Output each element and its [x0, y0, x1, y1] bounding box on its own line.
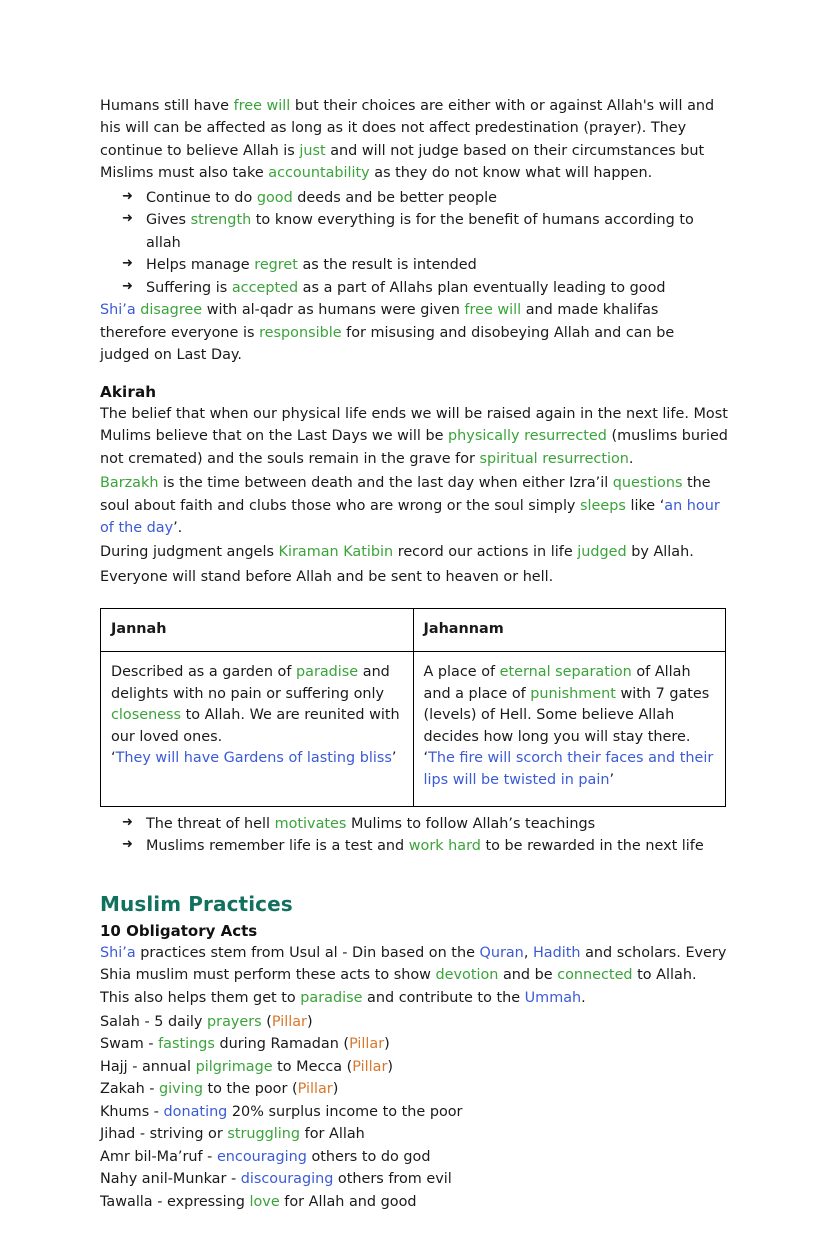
akirah-heading: Akirah	[100, 382, 157, 401]
list-item: Salah - 5 daily prayers (Pillar)	[100, 1013, 313, 1030]
list-item: ➜ Muslims remember life is a test and work hard to be rewarded in the next life	[122, 837, 704, 855]
akirah-summary-list	[100, 813, 728, 858]
list-item: Jihad - striving or struggling for Allah	[100, 1126, 365, 1143]
list-item: ➜ The threat of hell motivates Mulims to follow Allah’s teachings	[122, 814, 596, 832]
qadr-benefits-list	[100, 187, 728, 299]
list-item: Nahy anil-Munkar - discouraging others from evil	[100, 1171, 452, 1188]
akirah-paragraph-4: Everyone will stand before Allah and be sent to heaven or hell.	[100, 568, 554, 585]
arrow-bullet-icon: ➜	[122, 188, 133, 204]
arrow-bullet-icon: ➜	[122, 211, 133, 227]
list-item: Khums - donating 20% surplus income to the poor	[100, 1103, 463, 1120]
table-cell-jannah: Described as a garden of paradise and delights with no pain or suffering only closeness to Allah. We are reunited with our loved ones. ‘They will have Gardens of lasting bliss’	[101, 651, 414, 806]
list-item: Hajj - annual pilgrimage to Mecca (Pillar)	[100, 1058, 393, 1075]
list-item: Amr bil-Ma’ruf - encouraging others to do god	[100, 1148, 431, 1165]
obligatory-acts-intro: Shi’a practices stem from Usul al - Din based on the Quran, Hadith and scholars. Every Shia muslim must perform these acts to show devotion and be connected to Allah. This also helps them get to paradise and contribute to the Ummah.	[100, 944, 727, 1006]
akirah-paragraph-3: During judgment angels Kiraman Katibin record our actions in life judged by Allah.	[100, 544, 694, 561]
arrow-bullet-icon: ➜	[122, 278, 133, 294]
list-item: Zakah - giving to the poor (Pillar)	[100, 1081, 339, 1098]
table-header-jahannam: Jahannam	[413, 609, 726, 652]
table-header-row	[101, 609, 726, 652]
list-item: ➜ Gives strength to know everything is for the benefit of humans according to allah	[122, 211, 694, 251]
list-item: ➜ Suffering is accepted as a part of Allahs plan eventually leading to good	[122, 278, 666, 296]
list-item: ➜ Helps manage regret as the result is intended	[122, 256, 477, 274]
table-cell-jahannam: A place of eternal separation of Allah and a place of punishment with 7 gates (levels) of Hell. Some believe Allah decides how long you will stay there. ‘The fire will scorch their faces and their lips will be twisted in pain’	[413, 651, 726, 806]
arrow-bullet-icon: ➜	[122, 814, 133, 830]
akirah-paragraph-2: Barzakh is the time between death and the last day when either Izra’il questions the soul about faith and clubs those who are wrong or the soul simply sleeps like ‘an hour of the day’.	[100, 475, 720, 536]
arrow-bullet-icon: ➜	[122, 256, 133, 272]
akirah-paragraph-1: The belief that when our physical life ends we will be raised again in the next life. Most Mulims believe that on the Last Days we will be physically resurrected (muslims buried not cremated) and the souls remain in the grave for spiritual resurrection.	[100, 405, 728, 467]
table-row	[101, 651, 726, 806]
jannah-jahannam-table	[100, 608, 726, 806]
qadr-intro-paragraph: Humans still have free will but their choices are either with or against Allah's will and his will can be affected as long as it does not affect predestination (prayer). They continue to believe Allah is just and will not judge based on their circumstances but Mislims must also take accountability as they do not know what will happen.	[100, 98, 715, 182]
list-item: Swam - fastings during Ramadan (Pillar)	[100, 1036, 390, 1053]
list-item: ➜ Continue to do good deeds and be better people	[122, 188, 497, 206]
obligatory-acts-heading: 10 Obligatory Acts	[100, 921, 258, 940]
list-item: Tawalla - expressing love for Allah and good	[100, 1193, 417, 1210]
table-header-jannah: Jannah	[101, 609, 414, 652]
arrow-bullet-icon: ➜	[122, 837, 133, 853]
obligatory-acts-list	[100, 1011, 728, 1213]
shia-qadr-paragraph: Shi’a disagree with al-qadr as humans were given free will and made khalifas therefore everyone is responsible for misusing and disobeying Allah and can be judged on Last Day.	[100, 302, 675, 364]
muslim-practices-heading: Muslim Practices	[100, 891, 293, 916]
